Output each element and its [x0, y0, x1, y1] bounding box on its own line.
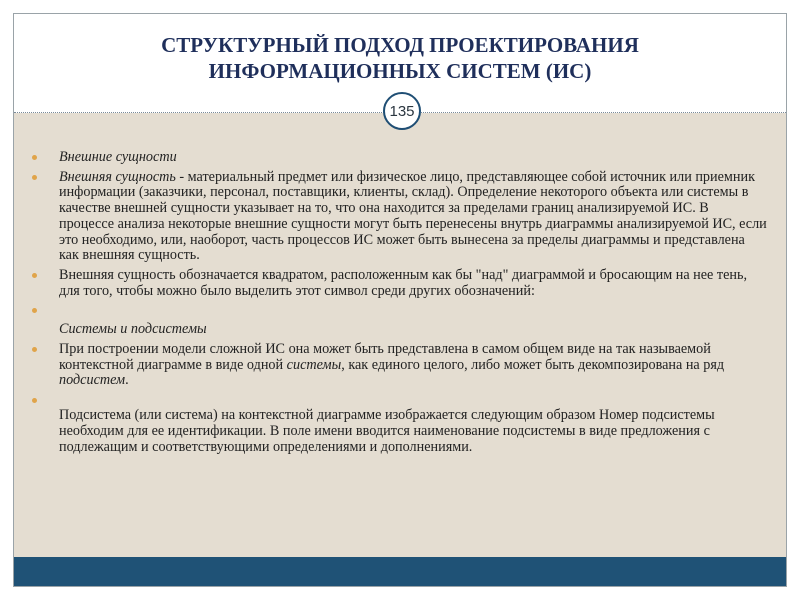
slide [13, 13, 787, 587]
content-area [14, 113, 786, 559]
page-number-badge: 135 [383, 92, 421, 130]
notation-text: Внешняя сущность обозначается квадратом, расположенным как бы "над" диаграммой и бросающим на нее тень, для того, чтобы можно было выделить этот символ среди других обозначений: [59, 266, 748, 299]
systems-text-part-3: . [125, 372, 129, 389]
term-external-entity: Внешняя сущность [59, 168, 176, 185]
title-line-2: ИНФОРМАЦИОННЫХ СИСТЕМ (ИС) [208, 59, 592, 83]
list-item-empty-2 [32, 393, 767, 408]
systems-emphasis-2: подсистем [59, 372, 126, 389]
slide-title [14, 32, 786, 84]
list-item-systems-text [32, 342, 767, 389]
bottom-bar [14, 557, 786, 586]
systems-emphasis-1: системы [286, 356, 342, 373]
subsystem-text: Подсистема (или система) на контекстной диаграмме изображается следующим образом Номер подсистемы необходим для ее идентификации. В поле имени вводится наименование подсистемы в виде предложения с подлежащим и соответствующими определениями и дополнениями. [59, 407, 715, 455]
list-item-external-entity-definition [32, 170, 767, 264]
systems-text-part-1: При построении модели сложной ИС она может быть представлена в самом общем виде на так называемой контекстной диаграмме в виде одной [59, 341, 711, 373]
title-line-1: СТРУКТУРНЫЙ ПОДХОД ПРОЕКТИРОВАНИЯ [161, 33, 639, 57]
list-item-heading-systems [32, 322, 767, 338]
list-item-subsystem [32, 408, 767, 455]
list-item-notation [32, 268, 767, 299]
list-item-empty-1 [32, 303, 767, 318]
systems-text-part-2: , как единого целого, либо может быть декомпозирована на ряд [341, 356, 725, 373]
list-item-heading-external-entities [32, 150, 767, 166]
bullet-list [32, 150, 767, 459]
heading-external-entities: Внешние сущности [59, 149, 177, 165]
external-entity-definition: - материальный предмет или физическое лицо, представляющее собой источник или приемник информации (заказчики, персонал, поставщики, клиенты, склад). Определение некоторого объекта или системы в качестве внешней сущности указывает на то, что она находится за пределами границ анализируемой ИС. В процессе анализа некоторые внешние сущности могут быть перенесены внутрь диаграммы анализируемой ИС, если это необходимо, или, наоборот, часть процессов ИС может быть вынесена за пределы диаграммы и представлена как внешняя сущность. [59, 168, 767, 264]
heading-systems: Системы и подсистемы [59, 321, 207, 338]
